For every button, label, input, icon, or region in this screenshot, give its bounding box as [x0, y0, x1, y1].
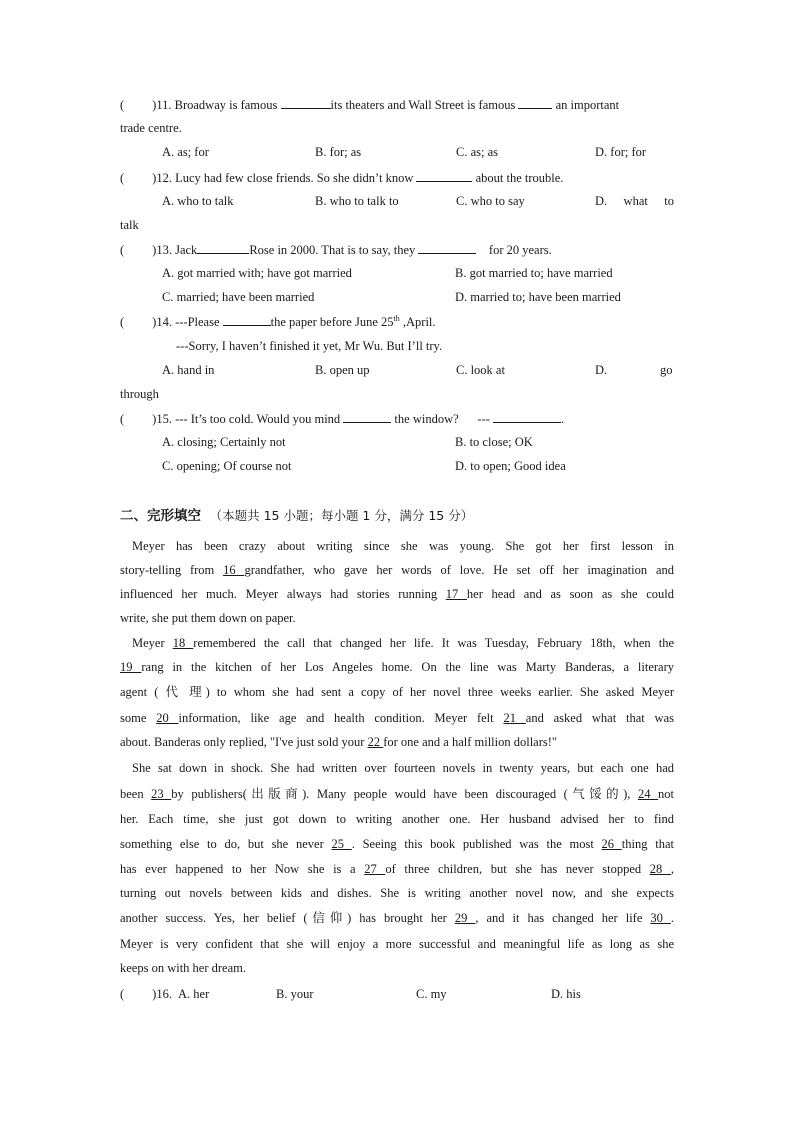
- answer-paren: (: [120, 98, 125, 112]
- blank-29[interactable]: 29: [454, 911, 476, 925]
- passage-line: been 23 by publishers(出版商). Many people would have been discouraged (气馁的), 24 not: [120, 787, 675, 801]
- blank-28[interactable]: 28: [649, 862, 671, 876]
- option-d-cont: talk: [120, 218, 139, 232]
- passage-line: Meyer 18 remembered the call that changed her life. It was Tuesday, February 18th, when the: [132, 636, 675, 650]
- blank-27[interactable]: 27: [364, 862, 386, 876]
- blank-23[interactable]: 23: [151, 787, 172, 801]
- option-c[interactable]: C. who to say: [456, 194, 525, 208]
- blank-30[interactable]: 30: [650, 911, 671, 925]
- passage-line: Meyer is very confident that she will enjoy a more successful and meaningful life as long as she: [120, 937, 674, 951]
- question-13: ( )13. Jack Rose in 2000. That is to say, they for 20 years.: [120, 243, 552, 257]
- passage-line: influenced her much. Meyer always had stories running 17 her head and as soon as she could: [120, 587, 674, 601]
- option-a[interactable]: A. got married with; have got married: [162, 266, 352, 280]
- option-d[interactable]: D. married to; have been married: [455, 290, 621, 304]
- fill-blank[interactable]: [493, 410, 561, 423]
- passage-line: story-telling from 16 grandfather, who gave her words of love. He set off her imagination and: [120, 563, 674, 577]
- option-b[interactable]: B. for; as: [315, 145, 362, 159]
- fill-blank[interactable]: [416, 169, 472, 182]
- passage-line: another success. Yes, her belief (信仰) has brought her 29 , and it has changed her life 30 .: [120, 911, 674, 925]
- option-b[interactable]: B. your: [276, 987, 314, 1001]
- option-d[interactable]: D. to open; Good idea: [455, 459, 566, 473]
- blank-21[interactable]: 21: [503, 711, 526, 725]
- blank-20[interactable]: 20: [156, 711, 179, 725]
- option-a[interactable]: A. closing; Certainly not: [162, 435, 286, 449]
- passage-line: has ever happened to her Now she is a 27 of three children, but she has never stopped 28 ,: [120, 862, 674, 876]
- question-11-cont: trade centre.: [120, 121, 182, 135]
- question-12: ( )12. Lucy had few close friends. So she didn’t know about the trouble.: [120, 171, 564, 185]
- passage-line: Meyer has been crazy about writing since she was young. She got her first lesson in: [132, 539, 674, 553]
- passage-line: something else to do, but she never 25 . Seeing this book published was the most 26 thing that: [120, 837, 674, 851]
- option-d-word[interactable]: go: [660, 363, 673, 377]
- option-b[interactable]: B. open up: [315, 363, 370, 377]
- option-a[interactable]: A. hand in: [162, 363, 215, 377]
- blank-24[interactable]: 24: [637, 787, 659, 801]
- blank-17[interactable]: 17: [445, 587, 467, 601]
- option-c[interactable]: C. as; as: [456, 145, 499, 159]
- passage-line: agent ( 代 理) to whom she had sent a copy of her novel three weeks earlier. She asked Meyer: [120, 685, 674, 699]
- blank-18[interactable]: 18: [172, 636, 194, 650]
- passage-line: keeps on with her dream.: [120, 961, 247, 975]
- option-c[interactable]: C. married; have been married: [162, 290, 315, 304]
- section-title: 二、完形填空: [120, 508, 201, 524]
- question-16: ( )16.: [120, 987, 172, 1001]
- passage-line: 19 rang in the kitchen of her Los Angeles home. On the line was Marty Banderas, a literary: [120, 660, 675, 674]
- fill-blank[interactable]: [343, 410, 391, 423]
- passage-line: about. Banderas only replied, "I've just sold your 22 for one and a half million dollars!": [120, 735, 558, 749]
- option-a[interactable]: A. as; for: [162, 145, 209, 159]
- option-d[interactable]: D. what to: [595, 194, 674, 208]
- dialogue-reply: ---Sorry, I haven’t finished it yet, Mr Wu. But I’ll try.: [176, 339, 443, 353]
- fill-blank[interactable]: [518, 96, 552, 109]
- option-c[interactable]: C. look at: [456, 363, 505, 377]
- passage-line: her. Each time, she just got down to writing another one. Her husband advised her to find: [120, 812, 674, 826]
- option-a[interactable]: A. who to talk: [162, 194, 234, 208]
- option-c[interactable]: C. opening; Of course not: [162, 459, 292, 473]
- fill-blank[interactable]: [418, 241, 476, 254]
- blank-22[interactable]: 22: [367, 735, 384, 749]
- fill-blank[interactable]: [281, 96, 331, 109]
- option-c[interactable]: C. my: [416, 987, 447, 1001]
- fill-blank[interactable]: [223, 313, 271, 326]
- blank-25[interactable]: 25: [331, 837, 352, 851]
- passage-line: She sat down in shock. She had written over fourteen novels in twenty years, but each one had: [132, 761, 674, 775]
- question-14: ( )14. ---Please the paper before June 25th ,April.: [120, 313, 436, 329]
- option-d[interactable]: D. his: [551, 987, 581, 1001]
- section-note: （本题共 15 小题；每小题 1 分，满分 15 分）: [209, 508, 474, 523]
- passage-line: some 20 information, like age and health condition. Meyer felt 21 and asked what that was: [120, 711, 674, 725]
- option-b[interactable]: B. to close; OK: [455, 435, 533, 449]
- option-a[interactable]: A. her: [178, 987, 210, 1001]
- section-heading: [120, 507, 473, 525]
- fill-blank[interactable]: [197, 241, 249, 254]
- option-d-cont: through: [120, 387, 159, 401]
- option-d[interactable]: D.: [595, 363, 608, 377]
- passage-line: turning out novels between kids and dishes. She is writing another novel now, and she expects: [120, 886, 674, 900]
- option-b[interactable]: B. got married to; have married: [455, 266, 613, 280]
- blank-26[interactable]: 26: [601, 837, 622, 851]
- option-b[interactable]: B. who to talk to: [315, 194, 399, 208]
- option-d[interactable]: D. for; for: [595, 145, 647, 159]
- blank-19[interactable]: 19: [120, 660, 142, 674]
- blank-16[interactable]: 16: [223, 563, 245, 577]
- passage-line: write, she put them down on paper.: [120, 611, 296, 625]
- question-15: ( )15. --- It’s too cold. Would you mind the window? --- .: [120, 412, 565, 426]
- question-11: ( )11. Broadway is famous its theaters and Wall Street is famous an important: [120, 98, 620, 112]
